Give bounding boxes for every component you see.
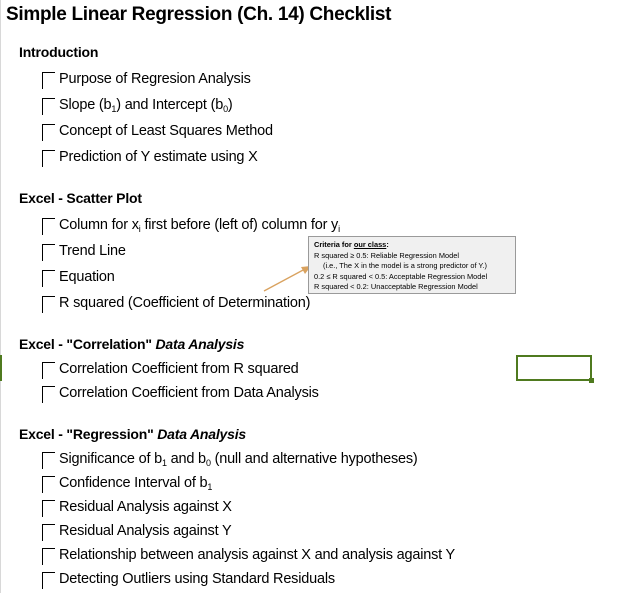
section-heading-regression: Excel - "Regression" Data Analysis <box>19 426 246 442</box>
cell-comment: Criteria for our class: R squared ≥ 0.5: Reliable Regression Model (i.e., The X in the model is a strong predictor of Y.) 0.2 ≤ R squared < 0.5: Acceptable Regression Model R squared < 0.2: Unacceptable Regression Model <box>308 236 516 294</box>
checklist-item[interactable]: Correlation Coefficient from Data Analysis <box>42 383 319 403</box>
checklist-item[interactable]: Column for $x_i$ first before (left of) column for $y_i$ <box>42 215 340 235</box>
checklist-item[interactable]: Trend Line <box>42 241 126 261</box>
checklist-item[interactable]: Correlation Coefficient from R squared <box>42 359 299 379</box>
page-title: Simple Linear Regression (Ch. 14) Checklist <box>6 4 392 25</box>
section-heading-correlation: Excel - "Correlation" Data Analysis <box>19 336 245 352</box>
checklist-item[interactable]: Prediction of Y estimate using X <box>42 147 258 167</box>
checklist-item[interactable]: Residual Analysis against Y <box>42 521 231 541</box>
section-heading-scatter-plot: Excel - Scatter Plot <box>19 190 142 206</box>
checklist-item[interactable]: R squared (Coefficient of Determination) <box>42 293 310 313</box>
fill-handle[interactable] <box>589 378 594 383</box>
checklist-item[interactable]: Confidence Interval of $b_1$ <box>42 473 212 493</box>
section-heading-introduction: Introduction <box>19 44 99 60</box>
selected-cell[interactable] <box>516 355 592 381</box>
checklist-item[interactable]: Concept of Least Squares Method <box>42 121 273 141</box>
checklist-item[interactable]: Significance of $b_1$ and $b_0$ (null and alternative hypotheses) <box>42 449 418 469</box>
checklist-item[interactable]: Slope $(b_1)$ and Intercept $(b_0)$ <box>42 95 233 115</box>
checklist-item[interactable]: Equation <box>42 267 115 287</box>
checklist-item[interactable]: Detecting Outliers using Standard Residuals <box>42 569 335 589</box>
checklist-item[interactable]: Residual Analysis against X <box>42 497 232 517</box>
checklist-item[interactable]: Purpose of Regresion Analysis <box>42 69 251 89</box>
checklist-item[interactable]: Relationship between analysis against X and analysis against Y <box>42 545 455 565</box>
